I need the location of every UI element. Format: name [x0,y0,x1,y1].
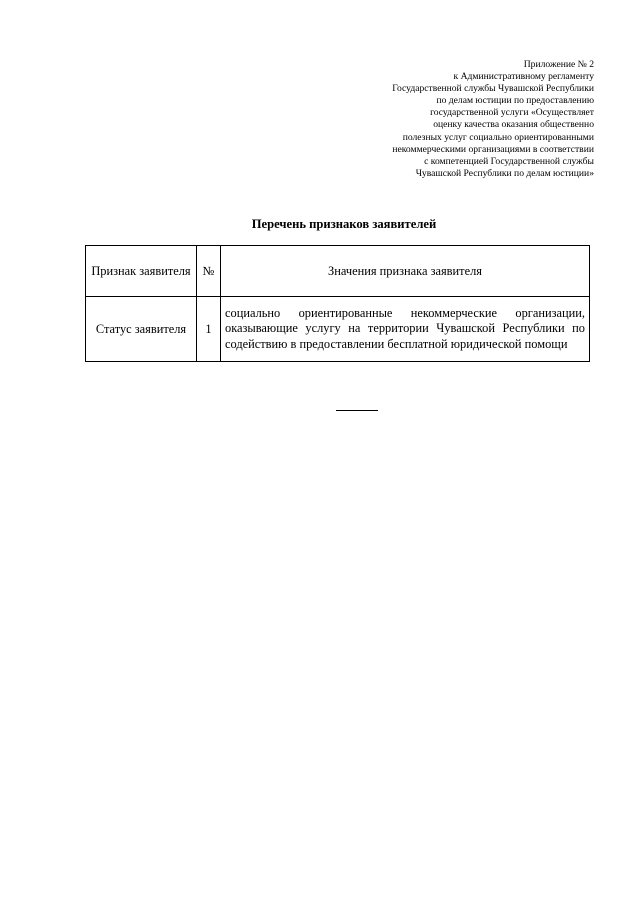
header-values: Значения признака заявителя [221,246,590,297]
cell-number: 1 [197,297,221,362]
header-number: № [197,246,221,297]
cell-value: социально ориентированные некоммерческие организации, оказывающие услугу на территории Чувашской Республики по содействию в предоставлении бесплатной юридической помощи [221,297,590,362]
end-divider [336,410,378,411]
header-attribute: Признак заявителя [86,246,197,297]
annex-line: Чувашской Республики по делам юстиции» [415,167,594,179]
annex-line: полезных услуг социально ориентированными [402,131,594,143]
table-header-row [86,246,590,297]
document-title: Перечень признаков заявителей [251,217,437,231]
annex-line: по делам юстиции по предоставлению [436,95,594,107]
annex-line: с компетенцией Государственной службы [424,155,594,167]
annex-line: государственной услуги «Осуществляет [430,107,594,119]
annex-line: оценку качества оказания общественно [433,119,594,131]
annex-line: Приложение № 2 [523,59,594,70]
cell-attribute: Статус заявителя [86,297,197,362]
annex-line: некоммерческими организациями в соответствии [392,143,594,155]
annex-line: к Административному регламенту [453,71,594,83]
table-row [86,297,590,362]
annex-header [334,59,594,180]
applicant-criteria-table [85,245,590,362]
annex-line: Государственной службы Чувашской Республики [392,83,594,95]
